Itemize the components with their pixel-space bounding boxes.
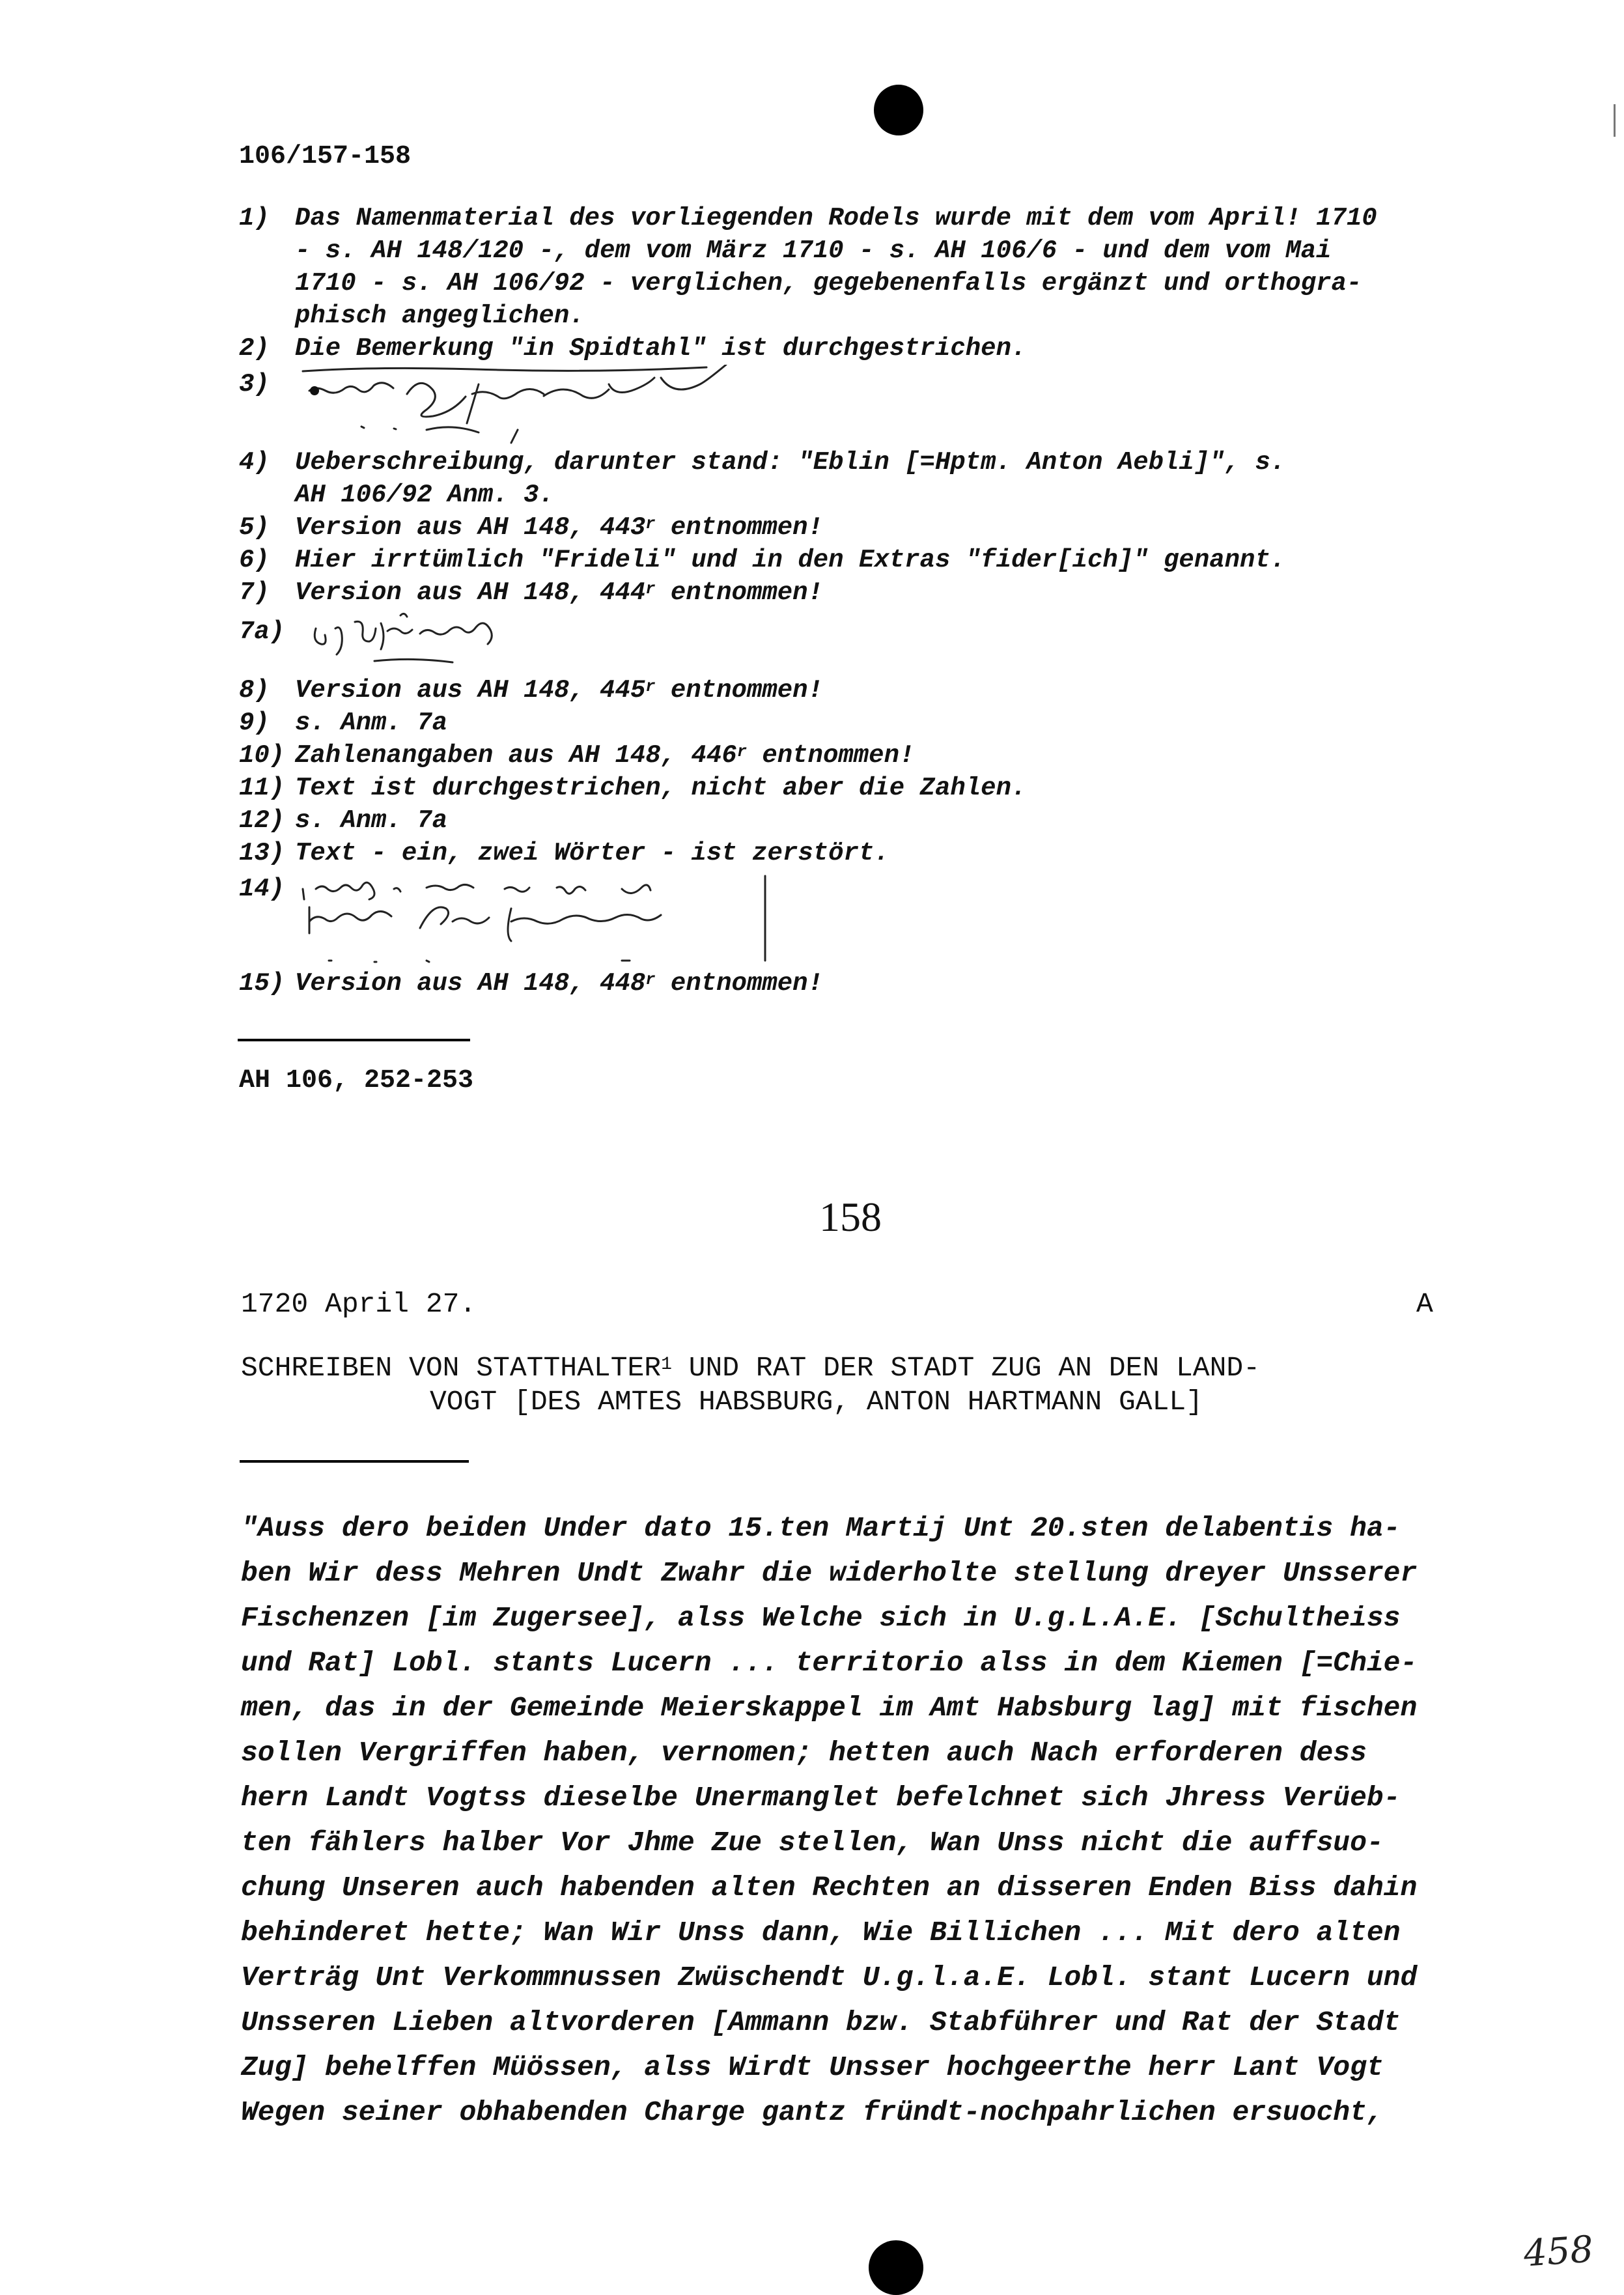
note-text: entnommen! — [655, 969, 823, 998]
note-text: entnommen! — [655, 513, 823, 542]
note-line — [295, 576, 823, 609]
note-sup: r — [645, 677, 656, 697]
title-divider — [240, 1460, 469, 1463]
note-line — [295, 511, 823, 544]
body-line: Wegen seiner obhabenden Charge gantz fründt-nochpahrlichen ersuocht, — [241, 2096, 1384, 2128]
title-text: UND RAT DER STADT ZUG AN DEN LAND- — [671, 1352, 1261, 1384]
note-text: Version aus AH 148, 443 — [295, 513, 646, 542]
note-number: 7a) — [239, 617, 285, 646]
note-text: Version aus AH 148, 445 — [295, 676, 646, 705]
note-number: 15) — [239, 969, 285, 998]
title-text: SCHREIBEN VON STATTHALTER — [241, 1352, 662, 1384]
note-number: 6) — [239, 546, 270, 574]
note-line: Ueberschreibung, darunter stand: "Eblin [=Hptm. Anton Aebli]", s. — [295, 448, 1286, 477]
body-line: hern Landt Vogtss dieselbe Unermanglet befelchnet sich Jhress Verüeb- — [241, 1782, 1401, 1814]
body-line: und Rat] Lobl. stants Lucern ... territorio alss in dem Kiemen [=Chie- — [241, 1647, 1418, 1679]
punch-hole-top — [874, 85, 923, 135]
handwriting-excerpt-note-14 — [296, 869, 778, 974]
note-number: 10) — [239, 741, 285, 770]
note-line — [295, 967, 823, 1000]
note-line: Text ist durchgestrichen, nicht aber die Zahlen. — [295, 774, 1027, 802]
note-number: 2) — [239, 334, 270, 363]
handwritten-page-number: 458 — [1522, 2228, 1595, 2275]
note-number: 8) — [239, 676, 270, 705]
body-line: Zug] behelffen Müössen, alss Wirdt Unsser hochgeerthe herr Lant Vogt — [241, 2051, 1384, 2083]
document-date: 1720 April 27. — [241, 1288, 477, 1320]
note-line — [295, 674, 823, 707]
note-text: entnommen! — [746, 741, 915, 770]
note-text: entnommen! — [655, 676, 823, 705]
note-line: phisch angeglichen. — [295, 302, 585, 330]
note-number: 7) — [239, 578, 270, 607]
note-line: Die Bemerkung "in Spidtahl" ist durchgestrichen. — [295, 334, 1027, 363]
note-sup: r — [736, 742, 747, 762]
handwriting-excerpt-note-7a — [309, 609, 518, 674]
note-sup: r — [645, 580, 656, 599]
note-line — [295, 739, 914, 772]
document-number: 158 — [819, 1194, 882, 1240]
note-text: Version aus AH 148, 448 — [295, 969, 646, 998]
note-line: Text - ein, zwei Wörter - ist zerstört. — [295, 839, 889, 867]
note-line: s. Anm. 7a — [295, 806, 448, 835]
body-line: Verträg Unt Verkommnussen Zwüschendt U.g.l.a.E. Lobl. stant Lucern und — [241, 1962, 1418, 1993]
document-title-line-2: VOGT [DES AMTES HABSBURG, ANTON HARTMANN GALL] — [430, 1386, 1203, 1418]
body-line: sollen Vergriffen haben, vernomen; hetten auch Nach erforderen dess — [241, 1737, 1367, 1769]
note-line: s. Anm. 7a — [295, 709, 448, 737]
note-number: 14) — [239, 875, 285, 903]
body-line: Unsseren Lieben altvorderen [Ammann bzw. Stabführer und Rat der Stadt — [241, 2006, 1401, 2038]
note-number: 3) — [239, 370, 270, 399]
document-title — [241, 1352, 1260, 1384]
scan-edge-mark — [1614, 104, 1616, 137]
note-number: 9) — [239, 709, 270, 737]
note-sup: r — [645, 970, 656, 990]
note-line: Hier irrtümlich "Frideli" und in den Extras "fider[ich]" genannt. — [295, 546, 1286, 574]
footnote-divider — [238, 1039, 470, 1041]
note-number: 4) — [239, 448, 270, 477]
body-line: chung Unseren auch habenden alten Rechten an disseren Enden Biss dahin — [241, 1872, 1418, 1904]
note-line: Das Namenmaterial des vorliegenden Rodels wurde mit dem vom April! 1710 — [295, 204, 1377, 232]
body-line: "Auss dero beiden Under dato 15.ten Martij Unt 20.sten delabentis ha- — [241, 1512, 1401, 1544]
version-letter: A — [1416, 1288, 1433, 1320]
note-text: Zahlenangaben aus AH 148, 446 — [295, 741, 737, 770]
body-line: Fischenzen [im Zugersee], alss Welche sich in U.g.L.A.E. [Schultheiss — [241, 1602, 1401, 1634]
body-line: behinderet hette; Wan Wir Unss dann, Wie Billichen ... Mit dero alten — [241, 1917, 1401, 1949]
note-number: 11) — [239, 774, 285, 802]
note-line: AH 106/92 Anm. 3. — [295, 481, 554, 509]
note-number: 13) — [239, 839, 285, 867]
punch-hole-bottom — [869, 2240, 923, 2295]
source-reference: AH 106, 252-253 — [239, 1066, 474, 1095]
body-line: ben Wir dess Mehren Undt Zwahr die widerholte stellung dreyer Unsserer — [241, 1557, 1418, 1589]
note-line: 1710 - s. AH 106/92 - verglichen, gegebenenfalls ergänzt und orthogra- — [295, 269, 1362, 298]
body-line: ten fählers halber Vor Jhme Zue stellen, Wan Unss nicht die auffsuo- — [241, 1827, 1384, 1859]
handwriting-excerpt-note-3 — [296, 365, 739, 446]
body-line: men, das in der Gemeinde Meierskappel im Amt Habsburg lag] mit fischen — [241, 1692, 1418, 1724]
page-reference: 106/157-158 — [239, 142, 412, 171]
note-line: - s. AH 148/120 -, dem vom März 1710 - s. AH 106/6 - und dem vom Mai — [295, 236, 1332, 265]
note-sup: r — [645, 514, 656, 534]
note-text: Version aus AH 148, 444 — [295, 578, 646, 607]
note-text: entnommen! — [655, 578, 823, 607]
note-number: 5) — [239, 513, 270, 542]
note-number: 1) — [239, 204, 270, 232]
note-number: 12) — [239, 806, 285, 835]
title-footnote-marker: 1 — [661, 1355, 672, 1375]
